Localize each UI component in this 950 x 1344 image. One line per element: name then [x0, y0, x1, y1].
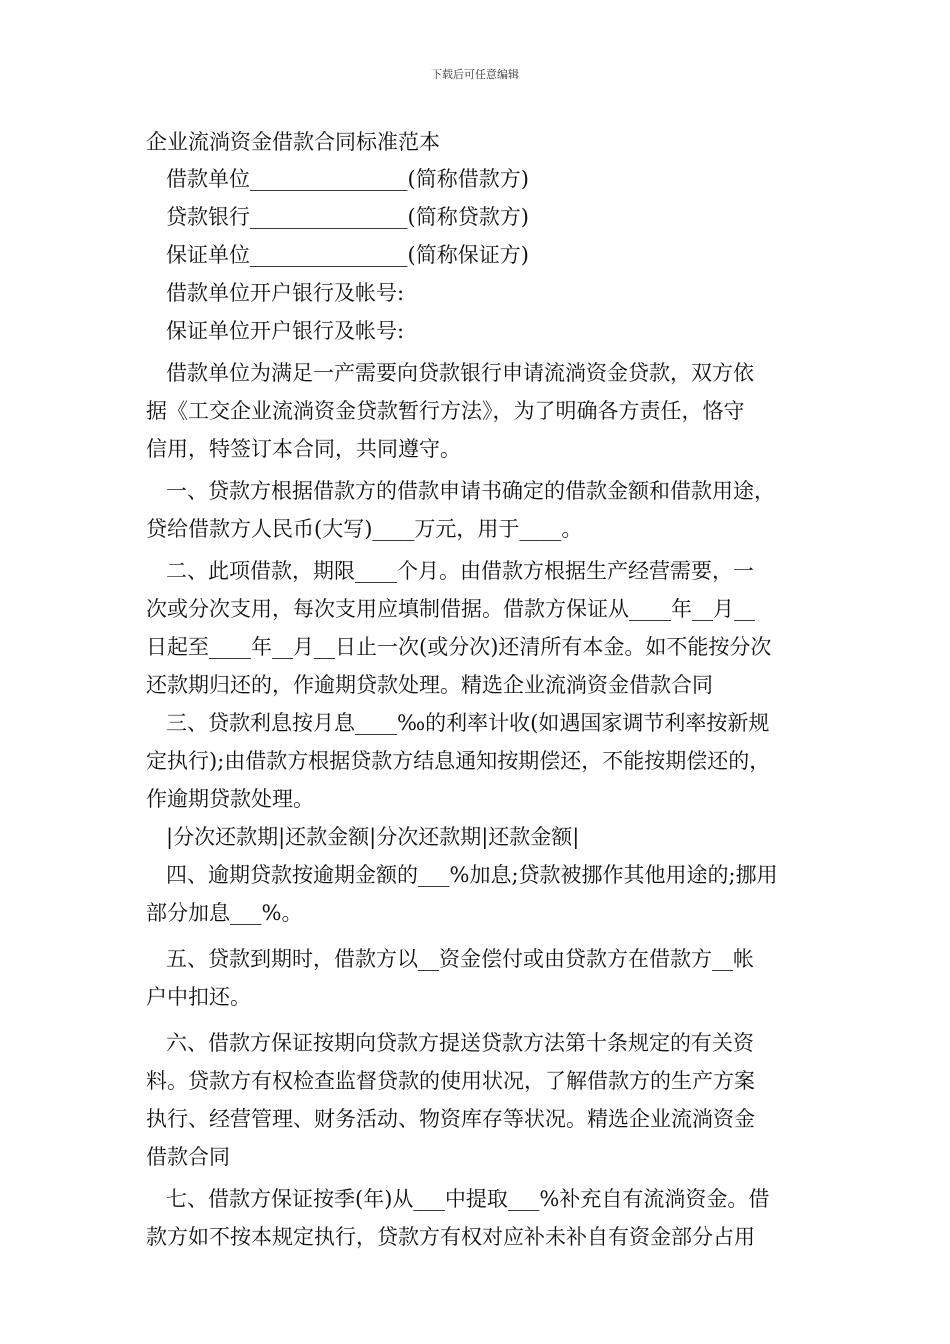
- intro-line: 借款单位为满足一产需要向贷款银行申请流淌资金贷款，双方依: [166, 361, 754, 385]
- clause-6-line: 六、借款方保证按期向贷款方提送贷款方法第十条规定的有关资: [166, 1031, 754, 1055]
- clause-6-line: 执行、经营管理、财务活动、物资库存等状况。精选企业流淌资金: [146, 1107, 755, 1131]
- intro-line: 据《工交企业流淌资金贷款暂行方法》，为了明确各方责任，恪守: [146, 399, 745, 423]
- clause-2-line: 二、此项借款，期限____个月。由借款方根据生产经营需要，一: [166, 559, 754, 583]
- clause-1-line: 贷给借款方人民币(大写)____万元，用于____。: [146, 517, 583, 541]
- clause-5-line: 户中扣还。: [146, 985, 251, 1009]
- repayment-table-row: |分次还款期|还款金额|分次还款期|还款金额|: [166, 825, 580, 849]
- clause-4: [146, 856, 814, 932]
- clause-4-line: 四、逾期贷款按逾期金额的___%加息;贷款被挪作其他用途的;挪用: [166, 863, 778, 887]
- clause-3-line: 三、贷款利息按月息____‰的利率计收(如遇国家调节利率按新规: [166, 711, 770, 735]
- intro-line: 信用，特签订本合同，共同遵守。: [146, 437, 461, 461]
- clause-2: [146, 552, 814, 704]
- borrower-account-line: 借款单位开户银行及帐号:: [166, 281, 405, 305]
- clause-3-line: 定执行);由借款方根据贷款方结息通知按期偿还，不能按期偿还的，: [146, 749, 771, 773]
- page-header-note: 下载后可任意编辑: [431, 68, 519, 81]
- clause-6-line: 料。贷款方有权检查监督贷款的使用状况，了解借款方的生产方案: [146, 1069, 755, 1093]
- clause-4-line: 部分加息___%。: [146, 901, 303, 925]
- clause-2-line: 还款期归还的，作逾期贷款处理。精选企业流淌资金借款合同: [146, 673, 713, 697]
- clause-6-line: 借款合同: [146, 1145, 230, 1169]
- clause-3-line: 作逾期贷款处理。: [146, 787, 314, 811]
- document-title: 企业流淌资金借款合同标准范本: [146, 130, 440, 154]
- clause-7-line: 款方如不按本规定执行，贷款方有权对应补未补自有资金部分占用: [146, 1225, 755, 1249]
- clause-6: [146, 1024, 814, 1176]
- clause-2-line: 日起至____年__月__日止一次(或分次)还清所有本金。如不能按分次: [146, 635, 772, 659]
- clause-3: [146, 704, 814, 818]
- clause-2-line: 次或分次支用，每次支用应填制借据。借款方保证从____年__月__: [146, 597, 755, 621]
- clause-7-line: 七、借款方保证按季(年)从___中提取___%补充自有流淌资金。借: [166, 1187, 770, 1211]
- clause-1: [146, 472, 814, 548]
- guarantor-account-line: 保证单位开户银行及帐号:: [166, 319, 405, 343]
- intro-paragraph: [146, 354, 814, 468]
- document-body: [146, 124, 814, 1256]
- clause-7: [146, 1180, 814, 1256]
- party-lender: 贷款银行_______________(简称贷款方): [166, 205, 529, 229]
- clause-5: [146, 940, 814, 1016]
- party-borrower: 借款单位_______________(简称借款方): [166, 167, 529, 191]
- clause-1-line: 一、贷款方根据借款方的借款申请书确定的借款金额和借款用途，: [166, 479, 775, 503]
- party-guarantor: 保证单位_______________(简称保证方): [166, 243, 529, 267]
- clause-5-line: 五、贷款到期时，借款方以__资金偿付或由贷款方在借款方__帐: [166, 947, 754, 971]
